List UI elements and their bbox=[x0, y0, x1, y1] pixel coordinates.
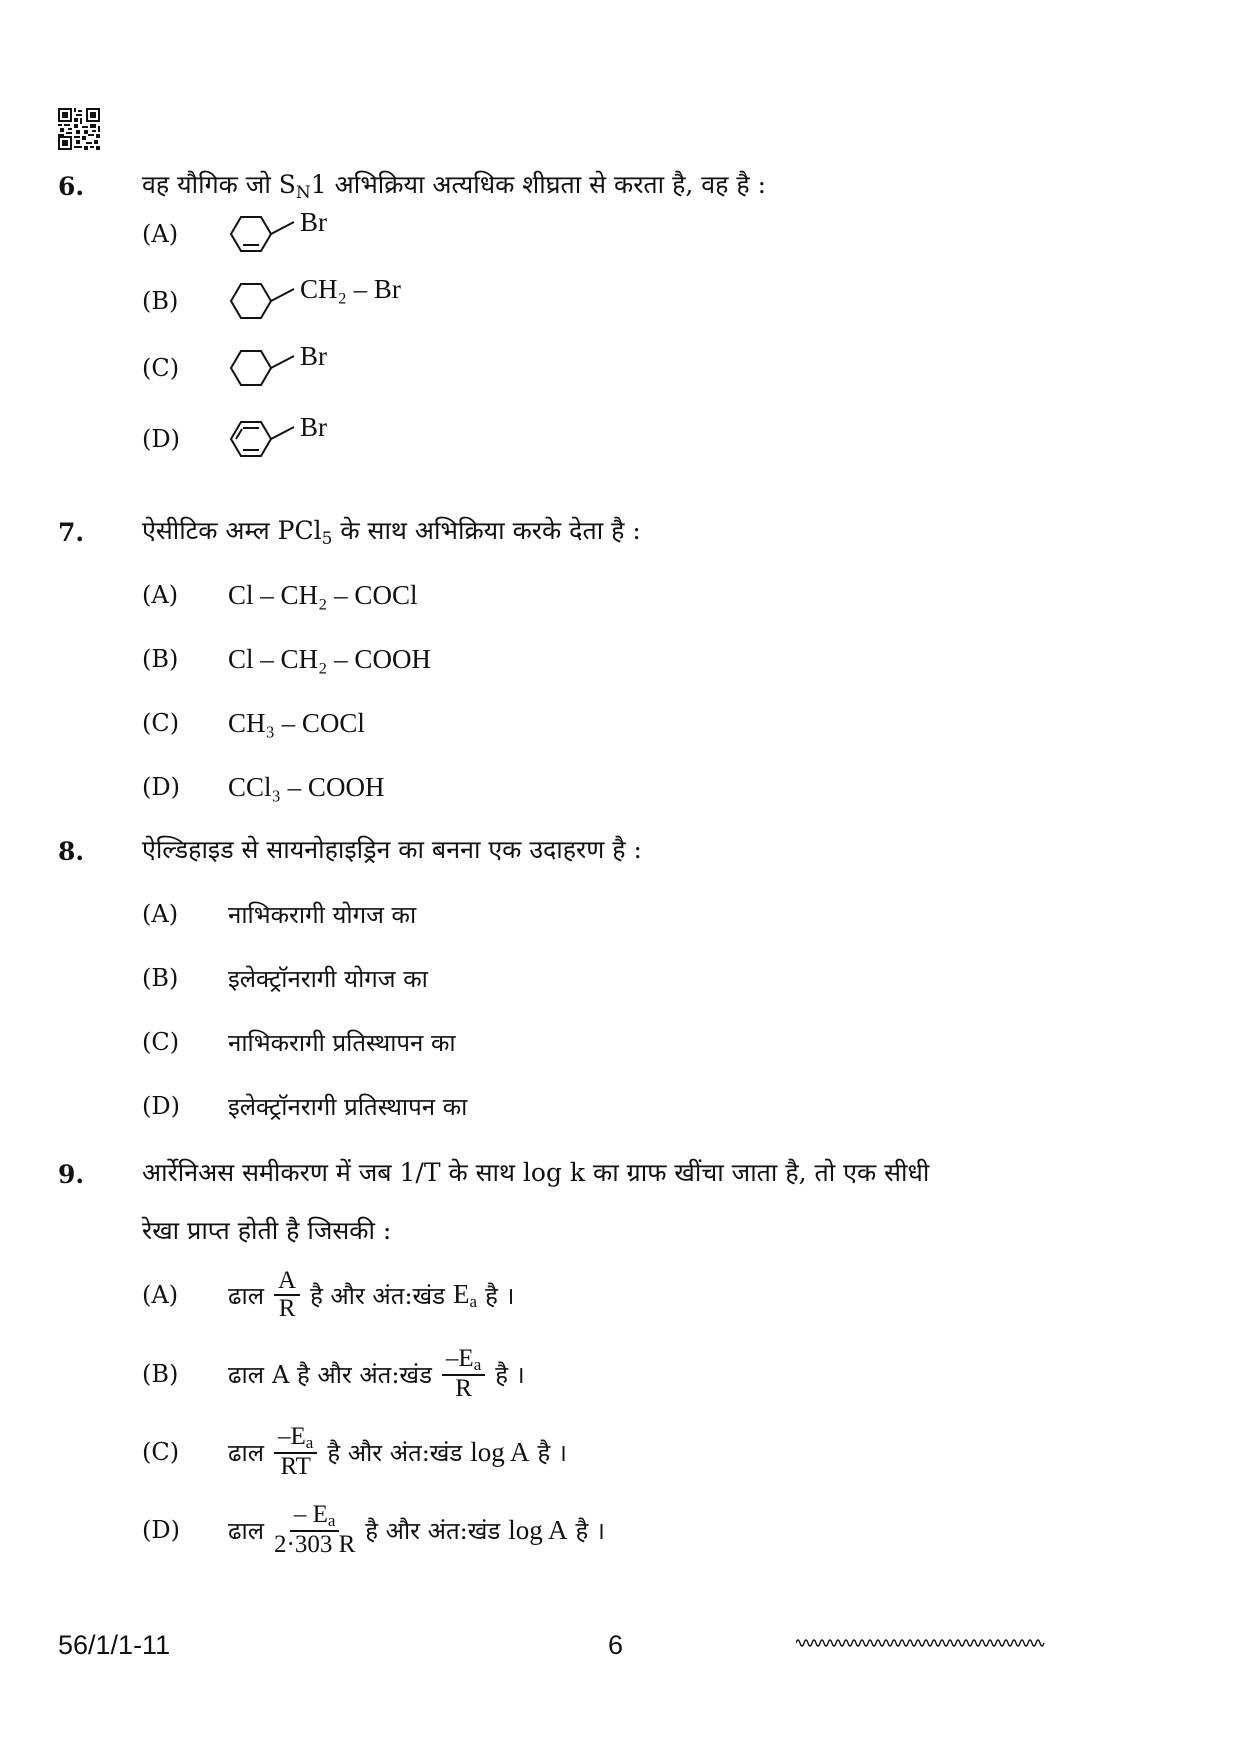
q9-option-a[interactable]: (A) ढाल $\frac{A}{R}$ है और अंत:खंड $E_a$ है । bbox=[142, 1266, 515, 1322]
cyclohexane-ring-icon bbox=[228, 281, 306, 321]
q7-option-c[interactable]: (C) CH₃ – COCl bbox=[142, 707, 365, 738]
fraction-neg-ea-over-rt: $\frac{-E_a}{RT}$ bbox=[274, 1424, 317, 1480]
q9-option-c[interactable]: (C) ढाल $\frac{-E_a}{RT}$ है और अंत:खंड log A है । bbox=[142, 1422, 568, 1480]
fraction-neg-ea-over-r: $\frac{-E_a}{R}$ bbox=[442, 1346, 485, 1402]
q6-option-a[interactable]: (A) Br bbox=[142, 208, 327, 260]
q6-option-b[interactable]: (B) CH₂ – Br bbox=[142, 275, 401, 327]
question-number-8: 8. bbox=[58, 837, 85, 866]
page-number: 6 bbox=[608, 1630, 624, 1660]
q7-option-a[interactable]: (A) Cl – CH₂ – COCl bbox=[142, 579, 418, 610]
question-6-text: वह यौगिक जो $S_N1$ अभिक्रिया अत्यधिक शीघ्रता से करता है, वह है : bbox=[142, 170, 767, 203]
cyclohexene-ring-icon bbox=[228, 214, 306, 254]
question-9-line-1: आर्रेनिअस समीकरण में जब 1/T के साथ log k का ग्राफ खींचा जाता है, तो एक सीधी bbox=[142, 1158, 930, 1187]
q6-option-c[interactable]: (C) Br bbox=[142, 342, 327, 394]
q8-option-b[interactable]: (B) इलेक्ट्रॉनरागी योगज का bbox=[142, 964, 428, 993]
question-9-line-2: रेखा प्राप्त होती है जिसकी : bbox=[142, 1216, 392, 1245]
q6-option-d[interactable]: (D) Br bbox=[142, 413, 327, 465]
q7-option-d[interactable]: (D) CCl₃ – COOH bbox=[142, 771, 385, 802]
q8-option-c[interactable]: (C) नाभिकरागी प्रतिस्थापन का bbox=[142, 1028, 456, 1057]
benzene-ring-icon bbox=[228, 419, 306, 459]
q9-option-b[interactable]: (B) ढाल A है और अंत:खंड $\frac{-E_a}{R}$ है । bbox=[142, 1344, 525, 1402]
wavy-line-decoration bbox=[796, 1636, 1046, 1650]
question-number-6: 6. bbox=[58, 172, 85, 201]
q8-option-d[interactable]: (D) इलेक्ट्रॉनरागी प्रतिस्थापन का bbox=[142, 1092, 468, 1121]
paper-code: 56/1/1-11 bbox=[58, 1630, 171, 1660]
cyclohexane-ring-icon bbox=[228, 348, 306, 388]
q9-option-d[interactable]: (D) ढाल $\frac{- E_a}{2\cdot 303 R}$ है और अंत:खंड log A है । bbox=[142, 1500, 605, 1558]
fraction-neg-ea-over-2303r: $\frac{- E_a}{2\cdot 303 R}$ bbox=[274, 1500, 356, 1558]
question-number-7: 7. bbox=[58, 518, 85, 547]
q8-option-a[interactable]: (A) नाभिकरागी योगज का bbox=[142, 900, 417, 929]
question-7-text: ऐसीटिक अम्ल PCl$_5$ के साथ अभिक्रिया करके देता है : bbox=[142, 516, 641, 549]
question-number-9: 9. bbox=[58, 1160, 85, 1189]
question-8-text: ऐल्डिहाइड से सायनोहाइड्रिन का बनना एक उदाहरण है : bbox=[142, 835, 642, 864]
q7-option-b[interactable]: (B) Cl – CH₂ – COOH bbox=[142, 643, 431, 674]
qr-code-icon bbox=[58, 108, 100, 150]
fraction-a-over-r: $\frac{A}{R}$ bbox=[274, 1268, 300, 1323]
